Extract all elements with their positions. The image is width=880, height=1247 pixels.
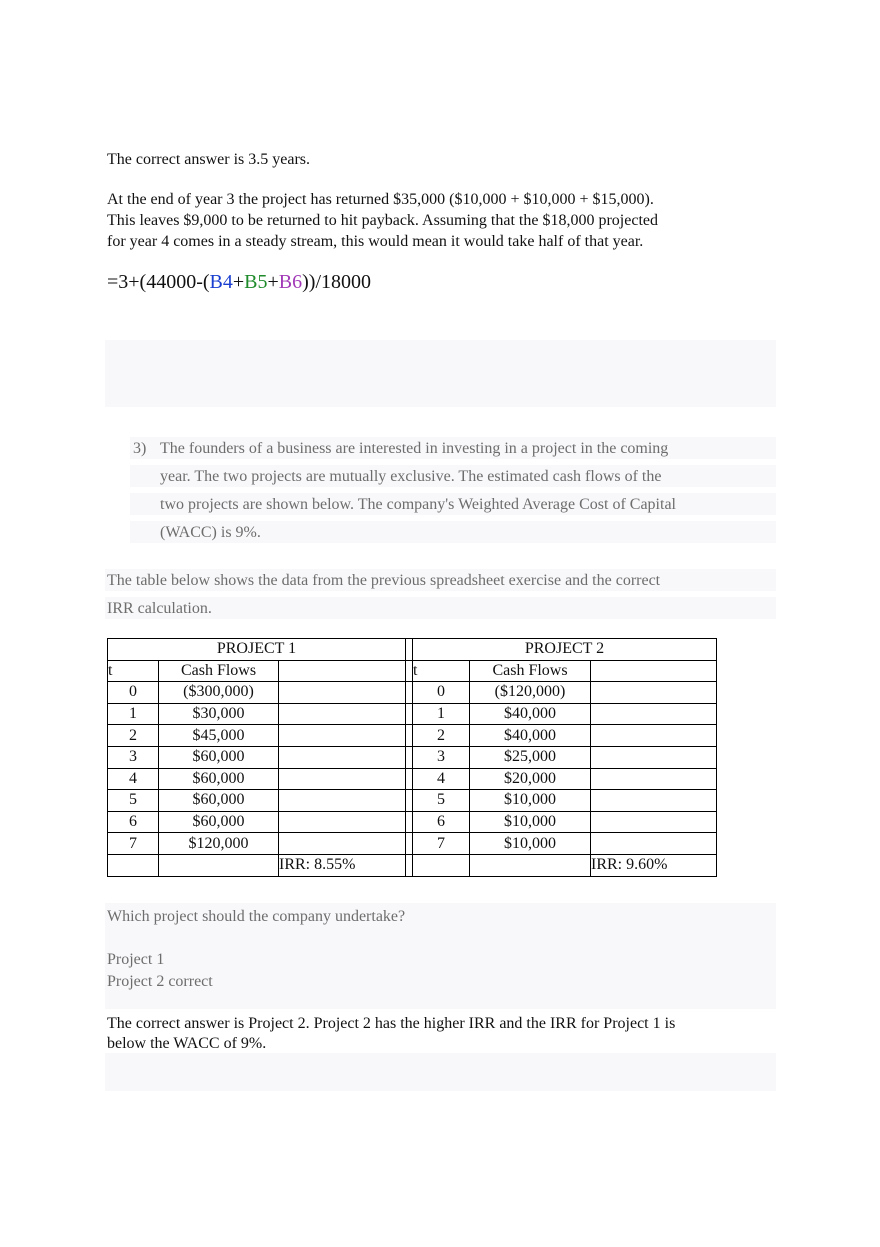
project2-cash-flow: $20,000 bbox=[470, 768, 591, 790]
project1-cash-flow: $60,000 bbox=[159, 746, 279, 768]
project2-cash-flow: $40,000 bbox=[470, 703, 591, 725]
project2-period: 1 bbox=[413, 703, 470, 725]
irr-blank bbox=[108, 854, 159, 876]
project1-blank bbox=[279, 682, 406, 704]
project1-period: 7 bbox=[108, 833, 159, 855]
project2-period: 4 bbox=[413, 768, 470, 790]
project1-period: 4 bbox=[108, 768, 159, 790]
project2-period: 3 bbox=[413, 746, 470, 768]
project2-col-blank bbox=[591, 660, 717, 682]
table-row bbox=[108, 703, 717, 725]
question-number: 3) bbox=[133, 440, 147, 457]
project1-col-t: t bbox=[108, 660, 159, 682]
project1-period: 0 bbox=[108, 682, 159, 704]
project2-period: 5 bbox=[413, 790, 470, 812]
project2-period: 6 bbox=[413, 811, 470, 833]
formula-ref-b4: B4 bbox=[209, 271, 233, 293]
shaded-placeholder bbox=[105, 1053, 776, 1091]
project1-blank bbox=[279, 768, 406, 790]
answer-headline: The correct answer is 3.5 years. bbox=[107, 151, 311, 168]
table-intro-line-1: The table below shows the data from the previous spreadsheet exercise and the correct bbox=[107, 572, 661, 589]
formula-ref-b5: B5 bbox=[244, 271, 268, 293]
project1-blank bbox=[279, 790, 406, 812]
cash-flow-table bbox=[107, 638, 717, 877]
table-gap bbox=[406, 660, 413, 682]
project2-blank bbox=[591, 790, 717, 812]
question-line-4: (WACC) is 9%. bbox=[160, 524, 261, 541]
project2-blank bbox=[591, 725, 717, 747]
question-line-2: year. The two projects are mutually exclusive. The estimated cash flows of the bbox=[160, 468, 662, 485]
project1-cash-flow: $30,000 bbox=[159, 703, 279, 725]
project1-blank bbox=[279, 811, 406, 833]
project1-period: 6 bbox=[108, 811, 159, 833]
explanation-line-1: At the end of year 3 the project has returned $35,000 ($10,000 + $10,000 + $15,000). bbox=[107, 191, 654, 208]
project2-period: 7 bbox=[413, 833, 470, 855]
project1-cash-flow: $60,000 bbox=[159, 768, 279, 790]
option-project-1[interactable]: Project 1 bbox=[107, 951, 165, 968]
formula-ref-b6: B6 bbox=[278, 271, 303, 293]
table-row bbox=[108, 746, 717, 768]
project2-period: 2 bbox=[413, 725, 470, 747]
table-header-row bbox=[108, 639, 717, 661]
project2-cash-flow: $10,000 bbox=[470, 833, 591, 855]
project2-cash-flow: $40,000 bbox=[470, 725, 591, 747]
formula-suffix: ))/18000 bbox=[302, 271, 372, 293]
table-intro-line-2: IRR calculation. bbox=[107, 600, 212, 617]
explanation-line-2: This leaves $9,000 to be returned to hit payback. Assuming that the $18,000 projected bbox=[107, 212, 658, 229]
table-gap bbox=[406, 725, 413, 747]
table-gap bbox=[406, 703, 413, 725]
project1-cash-flow: $60,000 bbox=[159, 811, 279, 833]
project2-blank bbox=[591, 833, 717, 855]
project1-blank bbox=[279, 746, 406, 768]
table-row bbox=[108, 725, 717, 747]
project1-cash-flow: $60,000 bbox=[159, 790, 279, 812]
table-row bbox=[108, 833, 717, 855]
project1-cash-flow: $45,000 bbox=[159, 725, 279, 747]
project1-col-cash-flows: Cash Flows bbox=[159, 660, 279, 682]
table-gap bbox=[406, 768, 413, 790]
project1-blank bbox=[279, 703, 406, 725]
table-gap bbox=[406, 682, 413, 704]
table-row bbox=[108, 768, 717, 790]
irr-row bbox=[108, 854, 717, 876]
project2-period: 0 bbox=[413, 682, 470, 704]
shaded-placeholder bbox=[105, 340, 776, 407]
table-gap bbox=[406, 811, 413, 833]
formula-plus: + bbox=[267, 271, 279, 293]
irr-blank bbox=[470, 854, 591, 876]
project1-period: 3 bbox=[108, 746, 159, 768]
table-row bbox=[108, 811, 717, 833]
table-row bbox=[108, 790, 717, 812]
project1-col-blank bbox=[279, 660, 406, 682]
project1-period: 5 bbox=[108, 790, 159, 812]
project1-blank bbox=[279, 725, 406, 747]
table-gap bbox=[406, 746, 413, 768]
question-line-3: two projects are shown below. The company's Weighted Average Cost of Capital bbox=[160, 496, 676, 513]
project1-cash-flow: ($300,000) bbox=[159, 682, 279, 704]
project2-cash-flow: $10,000 bbox=[470, 811, 591, 833]
question-line-1: The founders of a business are interested in investing in a project in the coming bbox=[160, 440, 669, 457]
project2-col-t: t bbox=[413, 660, 470, 682]
project2-blank bbox=[591, 811, 717, 833]
project2-cash-flow: ($120,000) bbox=[470, 682, 591, 704]
project1-blank bbox=[279, 833, 406, 855]
table-row bbox=[108, 682, 717, 704]
option-project-2[interactable]: Project 2 correct bbox=[107, 973, 213, 990]
project2-title: PROJECT 2 bbox=[413, 639, 717, 661]
project2-blank bbox=[591, 682, 717, 704]
irr-blank bbox=[413, 854, 470, 876]
project2-irr: IRR: 9.60% bbox=[591, 854, 717, 876]
project1-title: PROJECT 1 bbox=[108, 639, 406, 661]
answer2-line-1: The correct answer is Project 2. Project 2 has the higher IRR and the IRR for Project 1 is bbox=[107, 1015, 676, 1032]
project2-cash-flow: $10,000 bbox=[470, 790, 591, 812]
project2-col-cash-flows: Cash Flows bbox=[470, 660, 591, 682]
table-gap bbox=[406, 854, 413, 876]
formula-prefix: =3+(44000-( bbox=[107, 271, 210, 293]
irr-blank bbox=[159, 854, 279, 876]
table-column-header-row bbox=[108, 660, 717, 682]
project2-blank bbox=[591, 703, 717, 725]
project1-irr: IRR: 8.55% bbox=[279, 854, 406, 876]
project2-blank bbox=[591, 768, 717, 790]
project2-blank bbox=[591, 746, 717, 768]
project1-cash-flow: $120,000 bbox=[159, 833, 279, 855]
explanation-line-3: for year 4 comes in a steady stream, this would mean it would take half of that year. bbox=[107, 233, 644, 250]
project1-period: 2 bbox=[108, 725, 159, 747]
project1-period: 1 bbox=[108, 703, 159, 725]
formula-plus: + bbox=[232, 271, 245, 293]
table-gap bbox=[406, 790, 413, 812]
project2-cash-flow: $25,000 bbox=[470, 746, 591, 768]
choice-question: Which project should the company undertake? bbox=[107, 908, 406, 925]
payback-formula bbox=[107, 270, 371, 294]
answer2-line-2: below the WACC of 9%. bbox=[107, 1035, 267, 1052]
table-gap bbox=[406, 833, 413, 855]
table-gap bbox=[406, 639, 413, 661]
